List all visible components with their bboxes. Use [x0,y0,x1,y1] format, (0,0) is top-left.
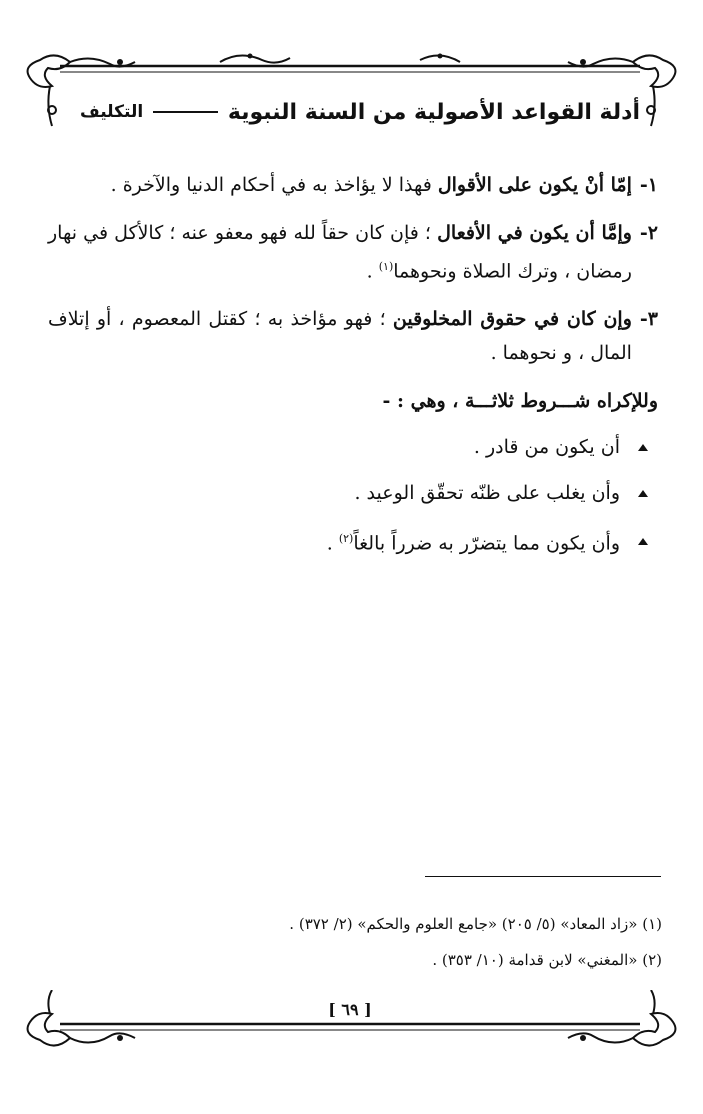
header-rule [153,111,218,113]
page-number: [ ٦٩ ] [328,1000,372,1019]
item-body [48,302,632,370]
bullet-tail: . [326,532,339,555]
item-lead: وإن كان في حقوق المخلوقين [392,308,632,331]
conditions-section [48,384,658,560]
book-title: أدلة القواعد الأصولية من السنة النبوية [227,99,640,125]
main-text [48,168,658,573]
bullet-text-main: وأن يكون مما يتضرّر به ضرراً بالغاً [353,532,620,555]
footnote-marker: (١) [378,260,394,273]
footnote-marker: (٢) [338,532,354,546]
bullet-text [327,522,620,560]
footnotes [40,906,662,978]
conditions-heading: وللإكراه شـــروط ثلاثـــة ، وهي : - [382,390,658,413]
footnote: (١) «زاد المعاد» (٥/ ٢٠٥) «جامع العلوم والحكم» (٢/ ٣٧٢) . [289,915,662,933]
list-item [48,168,658,202]
footnote: (٢) «المغني» لابن قدامة (١٠/ ٣٥٣) . [432,951,662,969]
item-number: ٢- [639,222,658,244]
item-lead: إمّا أنْ يكون على الأقوال [437,174,632,196]
bullet-item [48,430,658,464]
bullet-text: وأن يغلب على ظنّه تحقّق الوعيد . [354,482,620,505]
item-tail: . [366,260,379,283]
list-item [48,302,658,370]
item-text: فهذا لا يؤاخذ به في أحكام الدنيا والآخرة . [110,174,438,196]
bullet-item [48,476,658,510]
bullet-item [48,522,658,560]
item-body [48,168,632,202]
running-header [80,92,640,132]
item-text: ؛ فإن كان حقاً لله فهو معفو عنه ؛ كالأكل في نهار رمضان ، وترك الصلاة ونحوهما [48,222,632,283]
item-lead: وإمَّا أن يكون في الأفعال [437,222,632,244]
item-number: ٣- [639,308,658,331]
item-text: ؛ فهو مؤاخذ به ؛ كقتل المعصوم ، أو إتلاف المال ، و نحوهما . [48,308,632,365]
triangle-bullet-icon [638,444,648,451]
item-number: ١- [639,174,658,196]
bullet-text: أن يكون من قادر . [473,436,620,459]
triangle-bullet-icon [638,490,648,497]
item-body [48,216,632,288]
chapter-title: التكليف [80,102,144,122]
list-item [48,216,658,288]
footnote-separator [425,876,661,877]
triangle-bullet-icon [638,538,648,545]
